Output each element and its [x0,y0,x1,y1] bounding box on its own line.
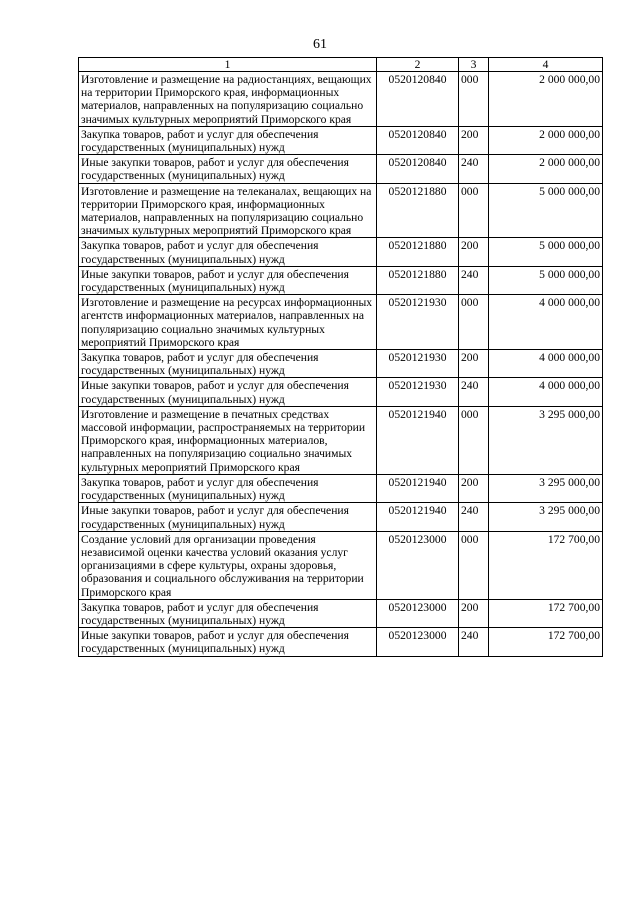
row-target-code: 0520120840 [377,126,459,154]
row-expense-type: 200 [459,474,489,502]
row-amount: 4 000 000,00 [489,350,603,378]
header-col-2: 2 [377,58,459,72]
row-amount: 3 295 000,00 [489,474,603,502]
row-expense-type: 000 [459,406,489,474]
row-expense-type: 000 [459,72,489,127]
row-expense-type: 240 [459,503,489,531]
row-expense-type: 200 [459,350,489,378]
row-description: Иные закупки товаров, работ и услуг для обеспечения государственных (муниципальных) нужд [79,155,377,183]
row-target-code: 0520121930 [377,295,459,350]
table-row [79,266,603,294]
table-row [79,378,603,406]
table-row [79,72,603,127]
table-row [79,474,603,502]
row-description: Изготовление и размещение на ресурсах информационных агентств информационных материалов, направленных на популяризацию социально значимых культурных мероприятий Приморского края [79,295,377,350]
table-row [79,238,603,266]
page-number: 61 [313,37,327,52]
row-description: Закупка товаров, работ и услуг для обеспечения государственных (муниципальных) нужд [79,238,377,266]
row-amount: 2 000 000,00 [489,126,603,154]
table-row [79,531,603,599]
row-target-code: 0520121940 [377,503,459,531]
row-target-code: 0520120840 [377,72,459,127]
table-row [79,295,603,350]
row-amount: 172 700,00 [489,599,603,627]
row-target-code: 0520121930 [377,350,459,378]
row-amount: 2 000 000,00 [489,155,603,183]
row-amount: 5 000 000,00 [489,183,603,238]
row-expense-type: 200 [459,126,489,154]
row-expense-type: 000 [459,183,489,238]
row-description: Создание условий для организации проведения независимой оценки качества условий оказания услуг организациями в сфере культуры, охраны здоровья, образования и социального обслуживания на территории Приморского края [79,531,377,599]
row-amount: 4 000 000,00 [489,378,603,406]
row-description: Изготовление и размещение на телеканалах, вещающих на территории Приморского края, информационных материалов, направленных на популяризацию социально значимых культурных мероприятий Приморского края [79,183,377,238]
header-col-1: 1 [79,58,377,72]
table-row [79,599,603,627]
row-target-code: 0520121930 [377,378,459,406]
row-target-code: 0520121880 [377,238,459,266]
row-description: Закупка товаров, работ и услуг для обеспечения государственных (муниципальных) нужд [79,474,377,502]
row-target-code: 0520123000 [377,628,459,656]
table-row [79,155,603,183]
table-row [79,628,603,656]
table-row [79,503,603,531]
row-description: Изготовление и размещение в печатных средствах массовой информации, распространяемых на территории Приморского края, информационных материалов, направленных на популяризацию социально значимых культурных мероприятий Приморского края [79,406,377,474]
row-description: Закупка товаров, работ и услуг для обеспечения государственных (муниципальных) нужд [79,126,377,154]
row-description: Иные закупки товаров, работ и услуг для обеспечения государственных (муниципальных) нужд [79,266,377,294]
row-target-code: 0520123000 [377,599,459,627]
row-expense-type: 240 [459,155,489,183]
row-expense-type: 200 [459,238,489,266]
row-expense-type: 240 [459,628,489,656]
table-row [79,406,603,474]
row-target-code: 0520121880 [377,266,459,294]
row-description: Закупка товаров, работ и услуг для обеспечения государственных (муниципальных) нужд [79,599,377,627]
table-body [79,72,603,657]
budget-table [78,57,603,657]
row-amount: 172 700,00 [489,531,603,599]
row-expense-type: 200 [459,599,489,627]
row-description: Закупка товаров, работ и услуг для обеспечения государственных (муниципальных) нужд [79,350,377,378]
row-expense-type: 240 [459,378,489,406]
table-header-row [79,58,603,72]
row-amount: 3 295 000,00 [489,503,603,531]
row-target-code: 0520121940 [377,406,459,474]
row-amount: 3 295 000,00 [489,406,603,474]
header-col-3: 3 [459,58,489,72]
row-description: Изготовление и размещение на радиостанциях, вещающих на территории Приморского края, информационных материалов, направленных на популяризацию социально значимых культурных мероприятий Приморского края [79,72,377,127]
row-amount: 5 000 000,00 [489,266,603,294]
row-target-code: 0520121880 [377,183,459,238]
row-amount: 172 700,00 [489,628,603,656]
header-col-4: 4 [489,58,603,72]
row-expense-type: 240 [459,266,489,294]
row-expense-type: 000 [459,531,489,599]
row-target-code: 0520120840 [377,155,459,183]
row-description: Иные закупки товаров, работ и услуг для обеспечения государственных (муниципальных) нужд [79,378,377,406]
row-amount: 5 000 000,00 [489,238,603,266]
row-expense-type: 000 [459,295,489,350]
table-row [79,183,603,238]
row-amount: 2 000 000,00 [489,72,603,127]
row-amount: 4 000 000,00 [489,295,603,350]
table-row [79,350,603,378]
row-target-code: 0520123000 [377,531,459,599]
row-description: Иные закупки товаров, работ и услуг для обеспечения государственных (муниципальных) нужд [79,503,377,531]
row-target-code: 0520121940 [377,474,459,502]
table-row [79,126,603,154]
row-description: Иные закупки товаров, работ и услуг для обеспечения государственных (муниципальных) нужд [79,628,377,656]
